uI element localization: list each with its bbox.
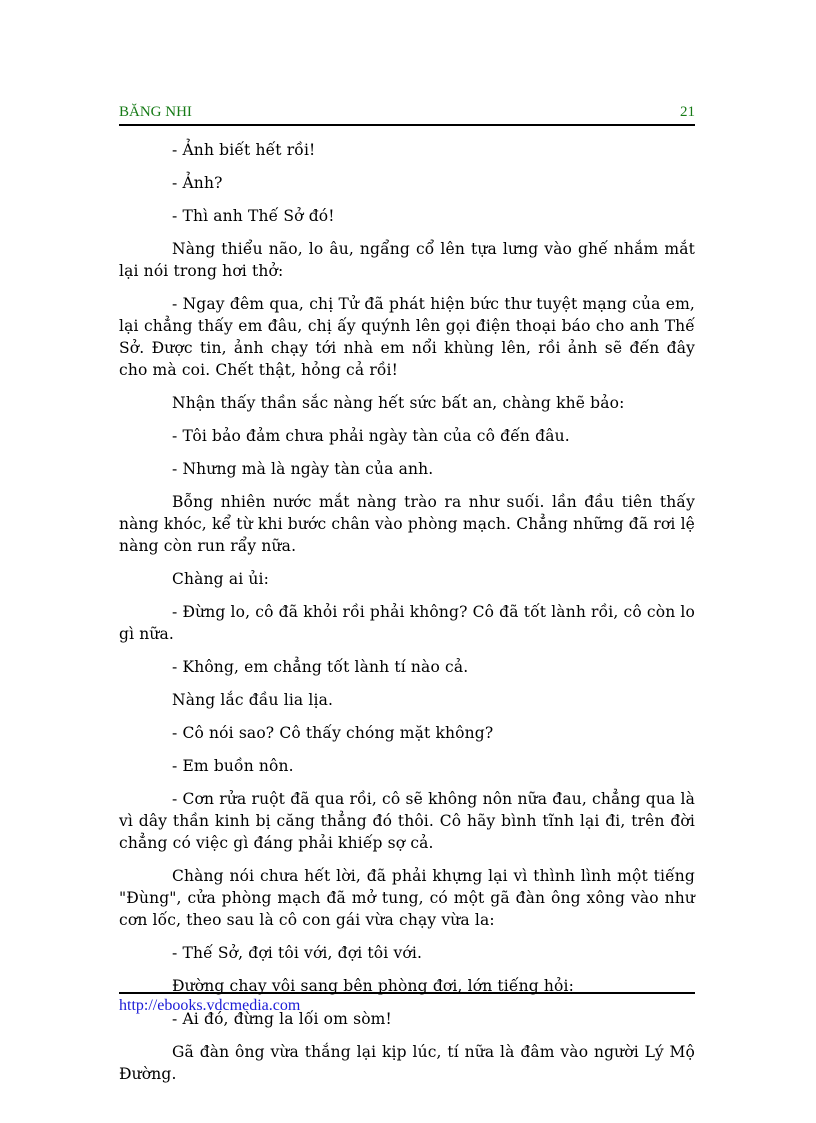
paragraph: - Cô nói sao? Cô thấy chóng mặt không? bbox=[172, 724, 494, 742]
paragraph: - Ảnh biết hết rồi! bbox=[172, 141, 316, 159]
paragraph: - Ngay đêm qua, chị Tử đã phát hiện bức thư tuyệt mạng của em, lại chẳng thấy em đâu, chị ấy quýnh lên gọi điện thoại báo cho anh Thế Sở. Được tin, ảnh chạy tới nhà em nổi khùng lên, rồi ảnh sẽ đến đây cho mà coi. Chết thật, hỏng cả rồi! bbox=[119, 295, 695, 379]
paragraph: - Không, em chẳng tốt lành tí nào cả. bbox=[172, 658, 469, 676]
page-body bbox=[119, 139, 695, 1096]
paragraph: - Tôi bảo đảm chưa phải ngày tàn của cô đến đâu. bbox=[172, 427, 570, 445]
paragraph: Nàng lắc đầu lia lịa. bbox=[172, 691, 334, 709]
paragraph: Nhận thấy thần sắc nàng hết sức bất an, chàng khẽ bảo: bbox=[172, 394, 625, 412]
paragraph: - Đừng lo, cô đã khỏi rồi phải không? Cô đã tốt lành rồi, cô còn lo gì nữa. bbox=[119, 603, 695, 643]
paragraph: - Em buồn nôn. bbox=[172, 757, 294, 775]
paragraph: - Thì anh Thế Sở đó! bbox=[172, 207, 335, 225]
paragraph: - Nhưng mà là ngày tàn của anh. bbox=[172, 460, 434, 478]
paragraph: - Cơn rửa ruột đã qua rồi, cô sẽ không nôn nữa đau, chẳng qua là vì dây thần kinh bị căng thẳng đó thôi. Cô hãy bình tĩnh lại đi, trên đời chẳng có việc gì đáng phải khiếp sợ cả. bbox=[119, 790, 695, 852]
paragraph: Bỗng nhiên nước mắt nàng trào ra như suối. lần đầu tiên thấy nàng khóc, kể từ khi bước chân vào phòng mạch. Chẳng những đã rơi lệ nàng còn run rẩy nữa. bbox=[119, 493, 695, 555]
page-header bbox=[119, 102, 695, 126]
paragraph: Chàng nói chưa hết lời, đã phải khựng lại vì thình lình một tiếng "Đùng", cửa phòng mạch đã mở tung, có một gã đàn ông xông vào như cơn lốc, theo sau là cô con gái vừa chạy vừa la: bbox=[119, 867, 695, 929]
paragraph: Gã đàn ông vừa thắng lại kịp lúc, tí nữa là đâm vào người Lý Mộ Đường. bbox=[119, 1043, 695, 1083]
paragraph: - Ai đó, đừng la lối om sòm! bbox=[172, 1010, 392, 1028]
paragraph: Chàng ai ủi: bbox=[172, 570, 270, 588]
paragraph: - Ảnh? bbox=[172, 174, 223, 192]
footer-divider bbox=[119, 992, 695, 994]
paragraph: Đường chạy vội sang bên phòng đợi, lớn tiếng hỏi: bbox=[172, 977, 574, 995]
footer-website-link[interactable]: http://ebooks.vdcmedia.com bbox=[119, 997, 301, 1014]
paragraph: Nàng thiểu não, lo âu, ngẩng cổ lên tựa lưng vào ghế nhắm mắt lại nói trong hơi thở: bbox=[119, 240, 695, 280]
page-number: 21 bbox=[680, 104, 695, 120]
paragraph: - Thế Sở, đợi tôi với, đợi tôi với. bbox=[172, 944, 423, 962]
book-title: BĂNG NHI bbox=[119, 104, 192, 120]
